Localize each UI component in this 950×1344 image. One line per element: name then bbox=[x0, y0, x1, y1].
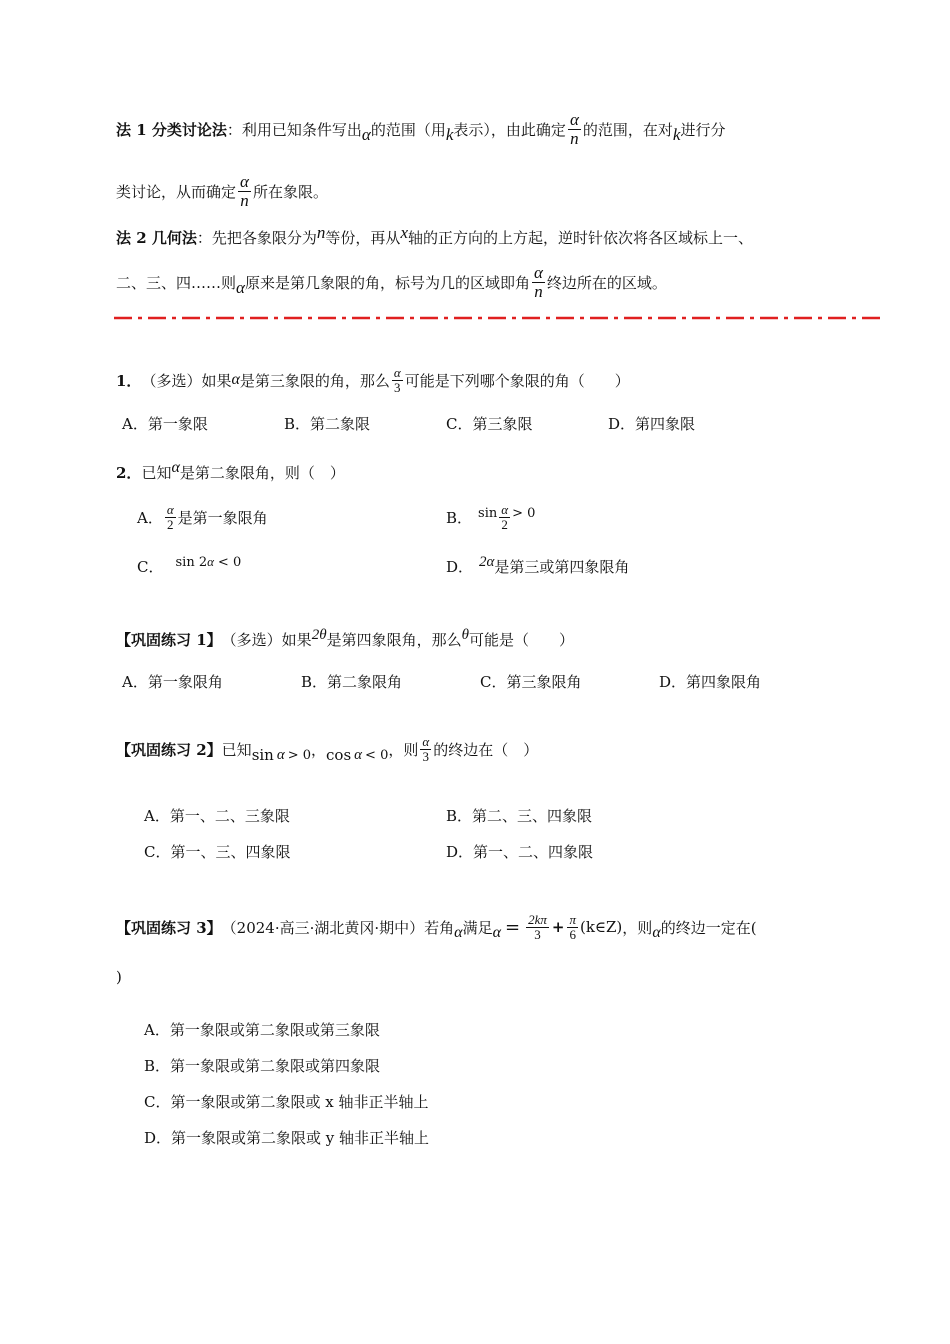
practice2-text2: ，则 bbox=[388, 740, 419, 759]
q1-option-a[interactable]: A．第一象限 bbox=[122, 415, 208, 433]
q2-option-b-num: α bbox=[501, 501, 509, 517]
practice3-frac2-den: 6 bbox=[569, 926, 576, 942]
practice3-plus: + bbox=[551, 918, 565, 936]
method1-text1: 利用已知条件写出 bbox=[241, 120, 362, 139]
method1-frac-den: n bbox=[570, 128, 579, 148]
q1-option-c[interactable]: C．第三象限 bbox=[446, 415, 533, 433]
practice3-text4: 的终边一定在( bbox=[660, 918, 757, 937]
method2-text3: 轴的正方向的上方起，逆时针依次将各区域标上一、 bbox=[407, 228, 753, 247]
q2-option-b-label: B． bbox=[446, 508, 473, 527]
practice2-frac-num: α bbox=[422, 733, 430, 749]
practice3-alpha: α bbox=[454, 924, 463, 941]
q2-option-b[interactable] bbox=[446, 494, 535, 540]
practice2-option-b[interactable]: B．第二、三、四象限 bbox=[446, 807, 593, 825]
practice3-option-b[interactable]: B．第一象限或第二象限或第四象限 bbox=[144, 1057, 381, 1075]
practice1-text1: （多选）如果 bbox=[221, 630, 312, 649]
practice2-c1-alpha: α bbox=[276, 746, 285, 763]
q2-option-c-alpha: α bbox=[207, 554, 214, 569]
method1-k: k bbox=[445, 125, 454, 144]
practice3-text1: （2024·高三·湖北黄冈·期中）若角 bbox=[221, 918, 455, 937]
practice3-option-a[interactable]: A．第一象限或第二象限或第三象限 bbox=[144, 1021, 380, 1039]
q1-text3: 可能是下列哪个象限的角（ ） bbox=[404, 371, 630, 390]
q2-option-a-fraction bbox=[165, 503, 176, 531]
practice1-option-d[interactable]: D．第四象限角 bbox=[659, 673, 762, 691]
practice2-fraction bbox=[420, 735, 431, 763]
method1-text4: 的范围，在对 bbox=[582, 120, 673, 139]
practice3-fraction1 bbox=[526, 913, 549, 941]
method2-line1 bbox=[116, 224, 753, 250]
q2-option-b-sin: sin bbox=[478, 505, 498, 521]
method1-frac-num: α bbox=[569, 109, 579, 129]
q2-alpha: α bbox=[171, 459, 180, 476]
practice1-theta: θ bbox=[461, 626, 469, 643]
method2-text1: 先把各象限分为 bbox=[211, 228, 317, 247]
q1-alpha: α bbox=[231, 371, 240, 388]
method1-alpha: α bbox=[361, 125, 371, 144]
practice3-frac2-num: π bbox=[569, 911, 576, 927]
practice2-c1-rel: > 0 bbox=[287, 747, 312, 763]
practice2-c2-alpha: α bbox=[354, 746, 363, 763]
practice2-c1-sin: sin bbox=[251, 746, 274, 764]
practice3-frac1-den: 3 bbox=[534, 926, 541, 942]
q2-option-d-text: 是第三或第四象限角 bbox=[494, 557, 630, 576]
q2-option-a-den: 2 bbox=[167, 516, 174, 532]
q2-option-a-num: α bbox=[166, 501, 174, 517]
practice3-equals: = bbox=[504, 916, 521, 938]
practice3-option-c[interactable]: C．第一象限或第二象限或 x 轴非正半轴上 bbox=[144, 1093, 429, 1111]
practice2-option-d[interactable]: D．第一、二、四象限 bbox=[446, 843, 594, 861]
practice3-frac1-num: 2kπ bbox=[528, 911, 547, 927]
q2-number: 2． bbox=[116, 463, 142, 482]
q2-option-b-rel: > 0 bbox=[512, 505, 536, 521]
practice3-option-d[interactable]: D．第一象限或第二象限或 y 轴非正半轴上 bbox=[144, 1129, 430, 1147]
method1-line2b: 所在象限。 bbox=[252, 182, 328, 201]
practice3-kz: (k∈Z) bbox=[579, 918, 623, 936]
practice1-expr: 2θ bbox=[311, 626, 327, 643]
q1-stem bbox=[116, 358, 630, 402]
method1-colon: ： bbox=[226, 120, 242, 139]
practice1-option-c[interactable]: C．第三象限角 bbox=[480, 673, 582, 691]
practice2-c2-cos: cos bbox=[326, 746, 352, 764]
method1-line2a: 类讨论，从而确定 bbox=[116, 182, 237, 201]
method2-n: n bbox=[316, 223, 326, 242]
method2-label: 法 2 几何法 bbox=[116, 228, 197, 247]
method1-line2 bbox=[116, 166, 328, 216]
method2-alpha: α bbox=[236, 278, 245, 297]
q2-option-c-sin: sin 2 bbox=[175, 554, 208, 570]
q2-option-d[interactable] bbox=[446, 554, 629, 578]
practice1-stem bbox=[116, 627, 574, 651]
q1-option-b[interactable]: B．第二象限 bbox=[284, 415, 371, 433]
q1-frac-den: 3 bbox=[394, 379, 401, 395]
practice1-tag: 【巩固练习 1】 bbox=[116, 630, 222, 649]
method1-text5: 进行分 bbox=[680, 120, 726, 139]
q2-option-a-label: A． bbox=[137, 508, 163, 527]
practice3-text2: 满足 bbox=[462, 918, 493, 937]
practice3-stem bbox=[116, 902, 757, 952]
practice2-sep: ， bbox=[311, 740, 327, 759]
method2-line2a: 二、三、四……则 bbox=[116, 273, 237, 292]
method1-frac2-num: α bbox=[240, 171, 249, 191]
practice1-option-a[interactable]: A．第一象限角 bbox=[122, 673, 223, 691]
method2-frac-num: α bbox=[533, 262, 543, 282]
practice1-text3: 可能是（ ） bbox=[468, 630, 574, 649]
q2-option-c-rel: < 0 bbox=[217, 554, 242, 570]
practice2-option-a[interactable]: A．第一、二、三象限 bbox=[144, 807, 290, 825]
practice3-alpha2: α bbox=[492, 924, 501, 941]
q1-text2: 是第三象限的角，那么 bbox=[239, 371, 390, 390]
practice2-frac-den: 3 bbox=[422, 748, 430, 764]
practice2-tag: 【巩固练习 2】 bbox=[116, 740, 222, 759]
q2-option-d-label: D． bbox=[446, 557, 474, 576]
method2-x: x bbox=[400, 223, 408, 242]
q2-option-d-expr: 2α bbox=[479, 553, 495, 570]
q1-option-d[interactable]: D．第四象限 bbox=[608, 415, 696, 433]
method1-label: 法 1 分类讨论法 bbox=[116, 120, 227, 139]
practice3-fraction2 bbox=[567, 913, 578, 941]
method1-text3: 表示），由此确定 bbox=[453, 120, 566, 139]
section-divider bbox=[114, 314, 886, 322]
method2-colon: ： bbox=[196, 228, 212, 247]
method2-frac-den: n bbox=[534, 281, 543, 301]
practice3-close-paren: ) bbox=[116, 968, 122, 986]
q2-option-c-label: C． bbox=[137, 557, 164, 576]
method1-line1 bbox=[116, 104, 725, 154]
method2-line2b: 原来是第几象限的角，标号为几的区域即角 bbox=[244, 273, 530, 292]
practice2-stem bbox=[116, 726, 538, 772]
q1-text1: （多选）如果 bbox=[141, 371, 232, 390]
method1-text2: 的范围（用 bbox=[370, 120, 446, 139]
practice3-tag: 【巩固练习 3】 bbox=[116, 918, 222, 937]
method2-line2c: 终边所在的区域。 bbox=[546, 273, 667, 292]
q2-option-b-fraction bbox=[499, 503, 510, 531]
method2-text2: 等份，再从 bbox=[325, 228, 401, 247]
practice3-alpha3: α bbox=[652, 924, 661, 941]
practice1-text2: 是第四象限角，那么 bbox=[326, 630, 462, 649]
q2-stem bbox=[116, 460, 345, 484]
practice2-text3: 的终边在（ ） bbox=[433, 740, 539, 759]
q1-frac-num: α bbox=[393, 364, 401, 380]
method1-fraction bbox=[568, 111, 581, 148]
q2-text1: 已知 bbox=[141, 463, 172, 482]
practice1-option-b[interactable]: B．第二象限角 bbox=[301, 673, 403, 691]
practice3-text3: ，则 bbox=[622, 918, 653, 937]
method1-fraction2 bbox=[238, 173, 251, 210]
method1-k2: k bbox=[672, 125, 681, 144]
q2-option-b-den: 2 bbox=[501, 516, 508, 532]
method2-fraction bbox=[532, 264, 545, 301]
q2-option-a-text: 是第一象限角 bbox=[177, 508, 268, 527]
practice2-c2-rel: < 0 bbox=[365, 747, 389, 763]
q1-fraction bbox=[392, 366, 403, 394]
practice2-text1: 已知 bbox=[221, 740, 252, 759]
method2-line2 bbox=[116, 258, 667, 306]
q2-text2: 是第二象限角，则（ ） bbox=[179, 463, 345, 482]
q2-option-a[interactable] bbox=[137, 494, 268, 540]
q2-option-c[interactable] bbox=[137, 554, 241, 578]
method1-frac2-den: n bbox=[240, 190, 249, 210]
practice2-option-c[interactable]: C．第一、三、四象限 bbox=[144, 843, 291, 861]
q1-number: 1． bbox=[116, 371, 142, 390]
